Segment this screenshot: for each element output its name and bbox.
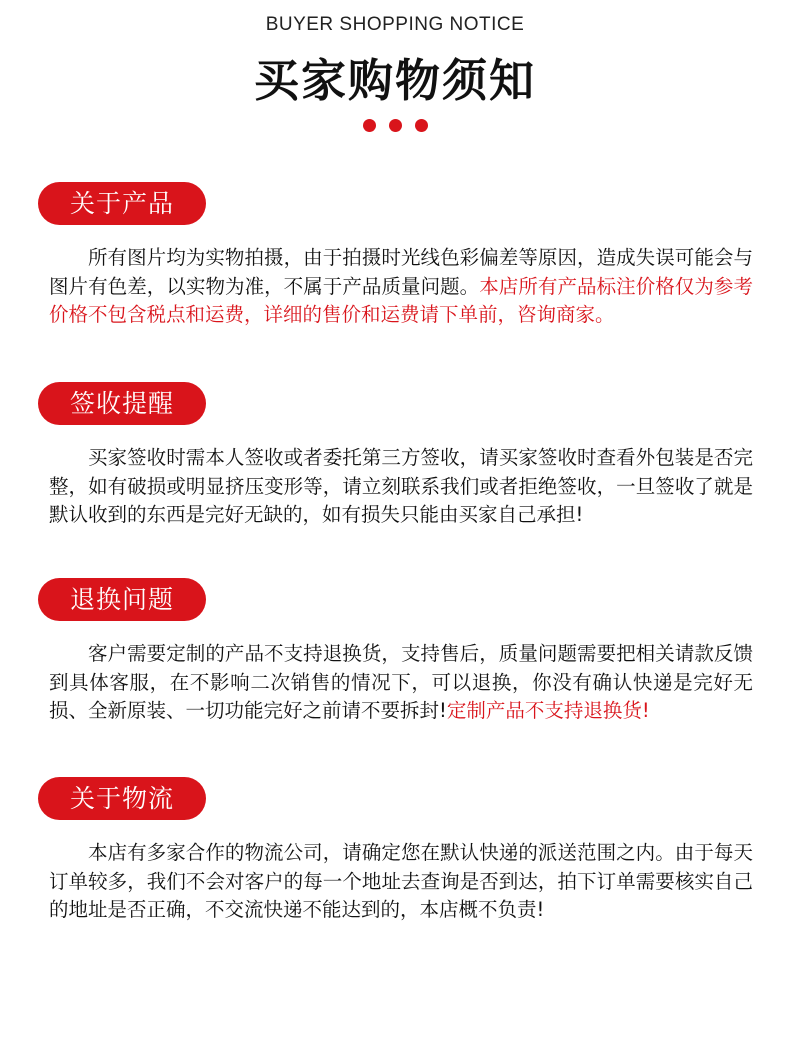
body-text: 本店有多家合作的物流公司，请确定您在默认快递的派送范围之内。由于每天订单较多，我们不会对客户的每一个地址去查询是否到达，拍下订单需要核实自己的地址是否正确，不交流快递不能达到的，本店概不负责! — [49, 841, 753, 921]
body-text: 所有图片均为实物拍摄，由于拍摄时光线色彩偏差等原因，造成失误可能会与图片有色差，以实物为准，不属于产品质量问题。 — [49, 246, 753, 298]
page-subtitle: BUYER SHOPPING NOTICE — [265, 14, 525, 35]
section-badge: 退换问题 — [38, 578, 206, 621]
highlight-text: 本店所有产品标注价格仅为参考价格不包含税点和运费，详细的售价和运费请下单前，咨询商家。 — [49, 274, 753, 326]
section-badge: 关于物流 — [38, 777, 206, 820]
section-body — [49, 839, 753, 925]
section-body — [49, 444, 753, 530]
highlight-text: 定制产品不支持退换货! — [446, 699, 650, 722]
body-text: 买家签收时需本人签收或者委托第三方签收，请买家签收时查看外包装是否完整，如有破损或明显挤压变形等，请立刻联系我们或者拒绝签收，一旦签收了就是默认收到的东西是完好无缺的，如有损失只能由买家自己承担! — [49, 446, 753, 526]
section-body — [49, 244, 753, 330]
body-text: 客户需要定制的产品不支持退换货，支持售后，质量问题需要把相关请款反馈到具体客服，在不影响二次销售的情况下，可以退换，你没有确认快递是完好无损、全新原装、一切功能完好之前请不要拆封! — [49, 642, 753, 722]
dot-icon — [363, 119, 376, 132]
decorative-dots — [0, 119, 790, 132]
section-body — [49, 640, 753, 726]
section-badge: 签收提醒 — [38, 382, 206, 425]
section-badge: 关于产品 — [38, 182, 206, 225]
dot-icon — [389, 119, 402, 132]
dot-icon — [415, 119, 428, 132]
page-title: 买家购物须知 — [253, 54, 536, 107]
